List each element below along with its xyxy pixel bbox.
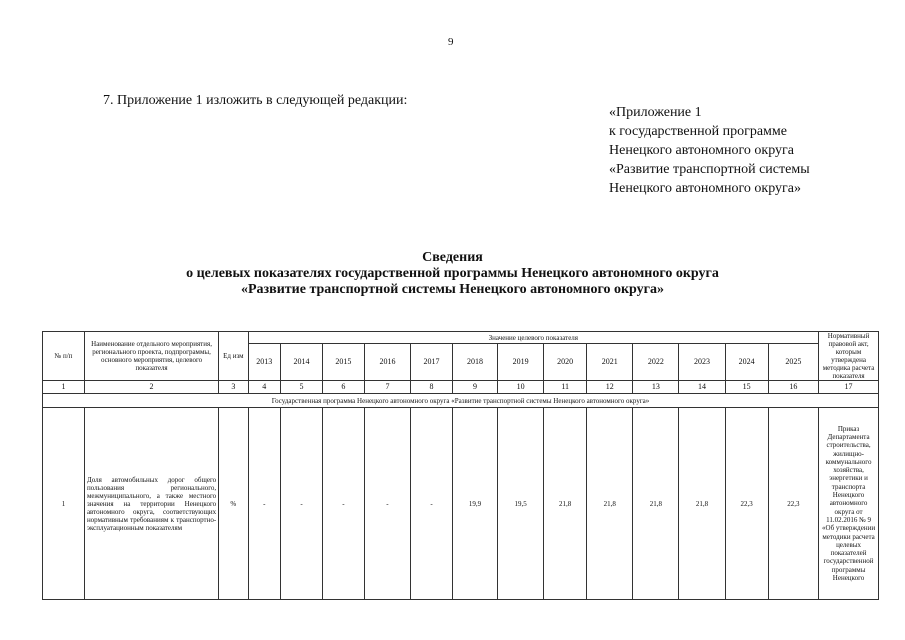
year-header: 2019 bbox=[498, 344, 544, 381]
row-value: - bbox=[364, 408, 410, 600]
table-row bbox=[43, 408, 879, 600]
year-header: 2017 bbox=[411, 344, 453, 381]
col-number: 17 bbox=[819, 381, 879, 394]
header-value-group: Значение целевого показателя bbox=[248, 332, 819, 344]
indicators-table bbox=[42, 331, 879, 600]
title-line: о целевых показателях государственной программы Ненецкого автономного округа bbox=[186, 266, 719, 281]
col-number: 3 bbox=[219, 381, 248, 394]
appendix-reference bbox=[609, 103, 810, 198]
row-value: 22,3 bbox=[768, 408, 819, 600]
col-number: 12 bbox=[587, 381, 633, 394]
row-value: 19,5 bbox=[498, 408, 544, 600]
row-legal-act: Приказ Департамента строительства, жилищно-коммунального хозяйства, энергетики и транспорта Ненецкого автономного округа от 11.02.2016 № 9 «Об утверждении методики расчета целевых показателей государственной программы Ненецкого bbox=[819, 408, 879, 600]
row-value: 21,8 bbox=[633, 408, 679, 600]
year-header: 2022 bbox=[633, 344, 679, 381]
year-header: 2023 bbox=[679, 344, 725, 381]
col-number: 9 bbox=[452, 381, 497, 394]
year-header: 2024 bbox=[725, 344, 768, 381]
document-title bbox=[0, 250, 905, 298]
row-value: 21,8 bbox=[544, 408, 587, 600]
col-number: 8 bbox=[411, 381, 453, 394]
row-name: Доля автомобильных дорог общего пользования регионального, межмуниципального, а также местного значения на территории Ненецкого автономного округа, соответствующих нормативным требованиям к транспортно-эксплуатационным показателям bbox=[84, 408, 218, 600]
col-number: 2 bbox=[84, 381, 218, 394]
item-7-text: 7. Приложение 1 изложить в следующей редакции: bbox=[103, 93, 408, 108]
header-unit: Ед изм bbox=[219, 332, 248, 381]
col-number: 16 bbox=[768, 381, 819, 394]
row-value: - bbox=[281, 408, 323, 600]
row-value: - bbox=[411, 408, 453, 600]
col-number: 10 bbox=[498, 381, 544, 394]
col-number: 6 bbox=[322, 381, 364, 394]
title-line: Сведения bbox=[422, 250, 483, 265]
year-header: 2016 bbox=[364, 344, 410, 381]
row-value: - bbox=[248, 408, 281, 600]
row-unit: % bbox=[219, 408, 248, 600]
appendix-line: «Развитие транспортной системы bbox=[609, 162, 810, 177]
appendix-line: к государственной программе bbox=[609, 124, 787, 139]
appendix-line: Ненецкого автономного округа» bbox=[609, 181, 801, 196]
col-number: 4 bbox=[248, 381, 281, 394]
year-header: 2013 bbox=[248, 344, 281, 381]
year-header: 2018 bbox=[452, 344, 497, 381]
col-number: 1 bbox=[43, 381, 85, 394]
col-number: 5 bbox=[281, 381, 323, 394]
header-num: № п/п bbox=[43, 332, 85, 381]
row-value: 21,8 bbox=[679, 408, 725, 600]
appendix-line: Ненецкого автономного округа bbox=[609, 143, 794, 158]
year-header: 2014 bbox=[281, 344, 323, 381]
col-number: 13 bbox=[633, 381, 679, 394]
program-row: Государственная программа Ненецкого автономного округа «Развитие транспортной системы Ненецкого автономного округа» bbox=[43, 394, 879, 408]
row-value: - bbox=[322, 408, 364, 600]
header-name: Наименование отдельного мероприятия, регионального проекта, подпрограммы, основного мероприятия, целевого показателя bbox=[84, 332, 218, 381]
year-header: 2025 bbox=[768, 344, 819, 381]
row-num: 1 bbox=[43, 408, 85, 600]
year-header: 2021 bbox=[587, 344, 633, 381]
row-value: 22,3 bbox=[725, 408, 768, 600]
col-number: 7 bbox=[364, 381, 410, 394]
appendix-line: «Приложение 1 bbox=[609, 105, 702, 120]
column-numbers-row bbox=[43, 381, 879, 394]
page-number: 9 bbox=[448, 36, 454, 48]
header-legal: Нормативный правовой акт, которым утверждена методика расчета показателя bbox=[819, 332, 879, 381]
col-number: 11 bbox=[544, 381, 587, 394]
year-header: 2020 bbox=[544, 344, 587, 381]
row-value: 19,9 bbox=[452, 408, 497, 600]
row-value: 21,8 bbox=[587, 408, 633, 600]
title-line: «Развитие транспортной системы Ненецкого автономного округа» bbox=[241, 282, 664, 297]
col-number: 14 bbox=[679, 381, 725, 394]
year-header: 2015 bbox=[322, 344, 364, 381]
col-number: 15 bbox=[725, 381, 768, 394]
